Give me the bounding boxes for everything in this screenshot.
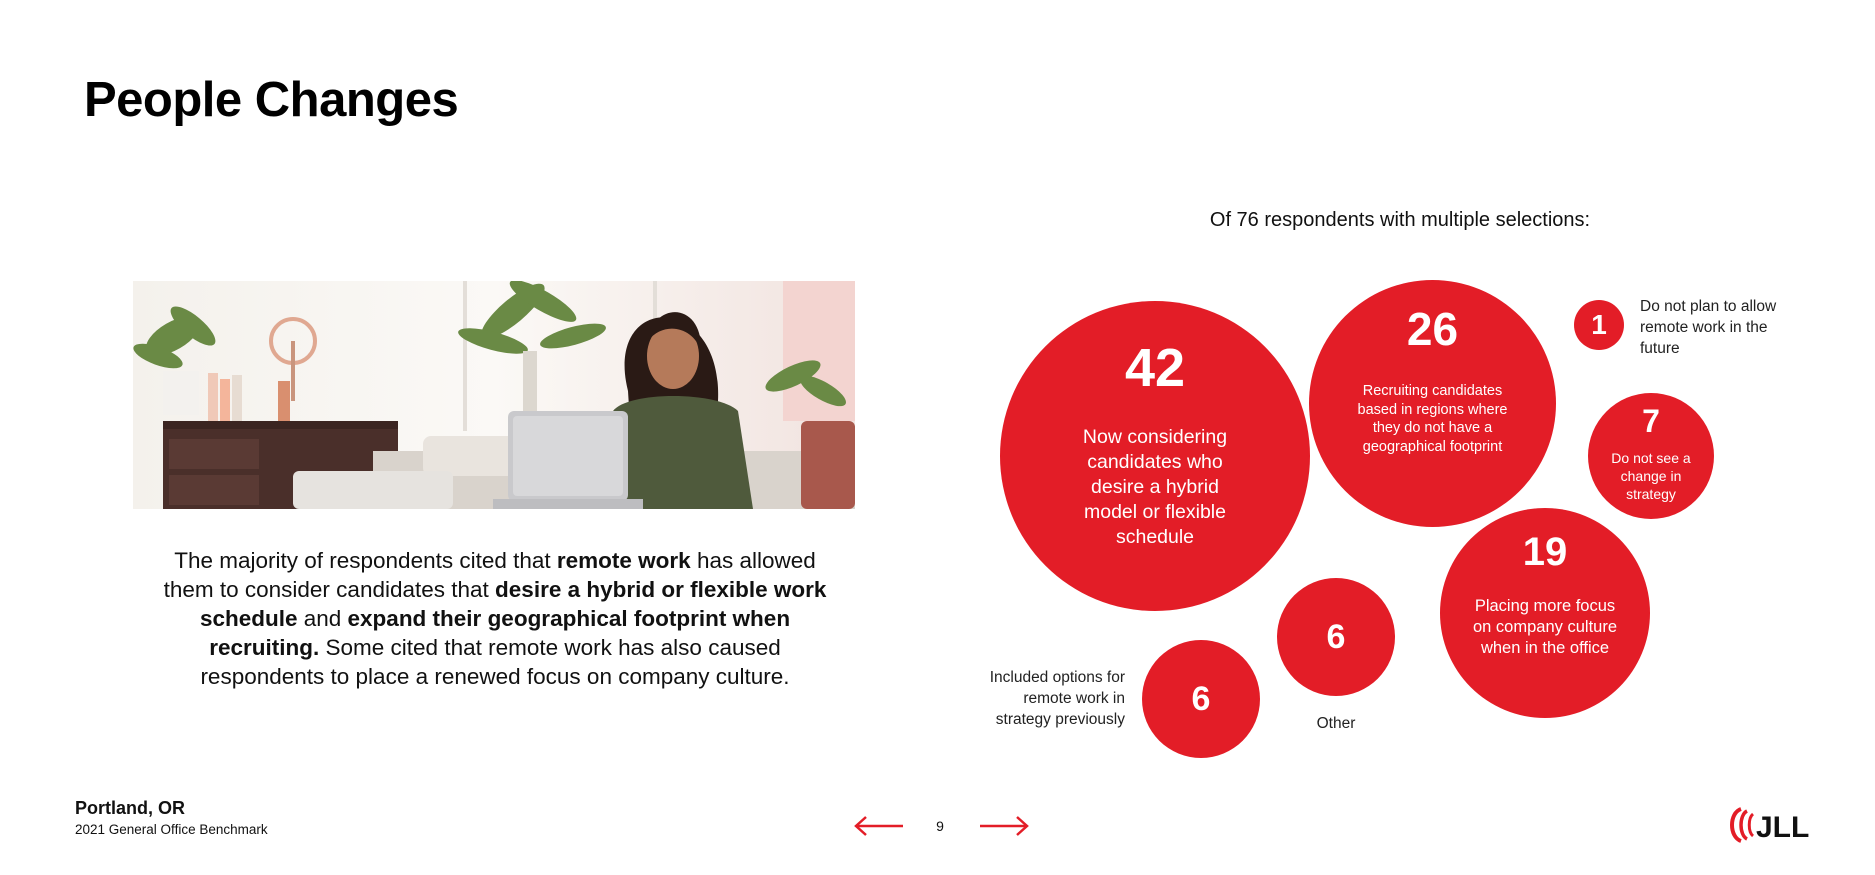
footer-report-name: 2021 General Office Benchmark <box>75 822 268 837</box>
page-number: 9 <box>936 818 944 834</box>
body-segment-bold: expand their geographical footprint when recruiting. <box>209 606 791 660</box>
body-segment: Some cited that remote work has also caused respondents to place a renewed focus on company culture. <box>200 635 790 689</box>
jll-logo-mark-icon <box>1727 805 1812 845</box>
body-segment: and <box>297 606 348 631</box>
body-segment: has allowed them to consider candidates that <box>163 548 816 602</box>
chart-title: Of 76 respondents with multiple selections: <box>1209 209 1591 231</box>
bubble-label: Recruiting candidates based in regions where they do not have a geographical footprint <box>1357 383 1508 455</box>
footer-city: Portland, OR <box>75 798 186 818</box>
jll-logo-text: JLL <box>1756 811 1810 844</box>
bubble-label: Do not see a change in strategy <box>1611 450 1691 502</box>
bubble-value: 6 <box>1326 618 1346 656</box>
page-title: People Changes <box>84 73 459 127</box>
body-segment-bold: remote work <box>556 548 691 573</box>
bubble-label: Placing more focus on company culture when in the office <box>1473 597 1617 657</box>
body-segment: The majority of respondents cited that <box>174 548 557 573</box>
label-do-not-plan: Do not plan to allow remote work in the future <box>1640 298 1777 357</box>
bubble-42 <box>1000 301 1310 611</box>
bubble-value: 26 <box>1406 303 1459 355</box>
jll-logo <box>1727 805 1812 845</box>
woman-with-laptop-illustration <box>133 281 855 509</box>
arrow-left-icon[interactable] <box>853 815 905 837</box>
bubble-7 <box>1588 393 1714 519</box>
bubble-value: 6 <box>1191 680 1211 718</box>
bubble-6-previously <box>1142 640 1260 758</box>
bubble-1 <box>1574 300 1624 350</box>
label-included-previously: Included options for remote work in strategy previously <box>989 669 1125 728</box>
bubble-label: Now considering candidates who desire a hybrid model or flexible schedule <box>1082 426 1228 548</box>
body-segment-bold: desire a hybrid or flexible work schedule <box>199 577 827 631</box>
label-other: Other <box>1316 715 1356 732</box>
bubble-value: 1 <box>1591 309 1607 340</box>
bubble-26 <box>1309 280 1556 527</box>
body-paragraph <box>150 546 840 691</box>
bubble-value: 19 <box>1522 530 1568 574</box>
bubble-6-other <box>1277 578 1395 696</box>
bubble-19 <box>1440 508 1650 718</box>
bubble-value: 42 <box>1124 338 1186 398</box>
hero-photo <box>133 281 855 509</box>
arrow-right-icon[interactable] <box>978 815 1030 837</box>
bubble-value: 7 <box>1642 403 1660 439</box>
